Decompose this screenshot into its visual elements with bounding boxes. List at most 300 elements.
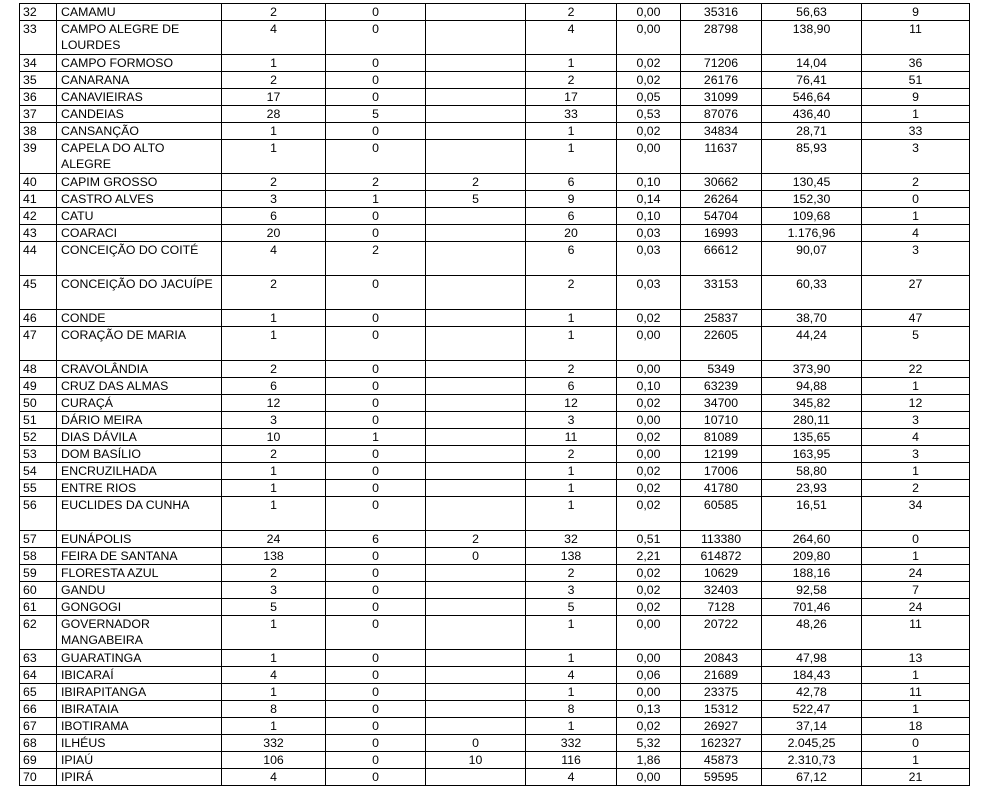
incidence: 701,46 xyxy=(762,599,862,616)
row-number: 58 xyxy=(20,548,57,565)
total-cases: 1 xyxy=(526,310,617,327)
table-row xyxy=(20,310,970,327)
table-row xyxy=(20,21,970,55)
row-number: 61 xyxy=(20,599,57,616)
row-number: 33 xyxy=(20,21,57,55)
rank: 0 xyxy=(862,531,970,548)
rate-percent: 5,32 xyxy=(617,735,681,752)
municipality-name: GONGOGI xyxy=(57,599,222,616)
value-col-5: 0 xyxy=(426,735,526,752)
value-col-4: 0 xyxy=(326,208,426,225)
row-number: 44 xyxy=(20,242,57,276)
rate-percent: 0,51 xyxy=(617,531,681,548)
rate-percent: 0,00 xyxy=(617,140,681,174)
municipality-name: CANARANA xyxy=(57,72,222,89)
rank: 1 xyxy=(862,378,970,395)
municipality-name: ENCRUZILHADA xyxy=(57,463,222,480)
total-cases: 17 xyxy=(526,89,617,106)
population: 10710 xyxy=(681,412,762,429)
rate-percent: 0,14 xyxy=(617,191,681,208)
total-cases: 8 xyxy=(526,701,617,718)
value-col-3: 12 xyxy=(222,395,326,412)
rate-percent: 0,02 xyxy=(617,480,681,497)
municipality-name: IBICARAÍ xyxy=(57,667,222,684)
incidence: 1.176,96 xyxy=(762,225,862,242)
next-row-cutoff xyxy=(19,800,969,804)
value-col-5: 0 xyxy=(426,548,526,565)
value-col-4: 0 xyxy=(326,361,426,378)
value-col-4: 0 xyxy=(326,140,426,174)
rank: 1 xyxy=(862,701,970,718)
incidence: 138,90 xyxy=(762,21,862,55)
value-col-3: 138 xyxy=(222,548,326,565)
row-number: 65 xyxy=(20,684,57,701)
municipality-name: IPIAÚ xyxy=(57,752,222,769)
value-col-5 xyxy=(426,123,526,140)
rank: 4 xyxy=(862,225,970,242)
value-col-5 xyxy=(426,684,526,701)
rank: 0 xyxy=(862,191,970,208)
population: 71206 xyxy=(681,55,762,72)
value-col-5 xyxy=(426,769,526,786)
rate-percent: 0,03 xyxy=(617,276,681,310)
row-number: 62 xyxy=(20,616,57,650)
incidence: 14,04 xyxy=(762,55,862,72)
incidence: 44,24 xyxy=(762,327,862,361)
incidence: 109,68 xyxy=(762,208,862,225)
total-cases: 33 xyxy=(526,106,617,123)
population: 87076 xyxy=(681,106,762,123)
incidence: 522,47 xyxy=(762,701,862,718)
population: 20843 xyxy=(681,650,762,667)
municipality-name: CRUZ DAS ALMAS xyxy=(57,378,222,395)
rank: 51 xyxy=(862,72,970,89)
row-number: 52 xyxy=(20,429,57,446)
incidence: 373,90 xyxy=(762,361,862,378)
municipality-name: CAMPO ALEGRE DE LOURDES xyxy=(57,21,222,55)
municipality-name: CRAVOLÂNDIA xyxy=(57,361,222,378)
total-cases: 332 xyxy=(526,735,617,752)
table-row xyxy=(20,769,970,786)
total-cases: 11 xyxy=(526,429,617,446)
population: 66612 xyxy=(681,242,762,276)
rate-percent: 0,02 xyxy=(617,429,681,446)
population: 35316 xyxy=(681,4,762,21)
incidence: 546,64 xyxy=(762,89,862,106)
value-col-5 xyxy=(426,242,526,276)
row-number: 55 xyxy=(20,480,57,497)
value-col-3: 1 xyxy=(222,55,326,72)
total-cases: 1 xyxy=(526,55,617,72)
value-col-3: 3 xyxy=(222,191,326,208)
municipality-name: DÁRIO MEIRA xyxy=(57,412,222,429)
rank: 24 xyxy=(862,599,970,616)
incidence: 42,78 xyxy=(762,684,862,701)
table-row xyxy=(20,72,970,89)
value-col-3: 3 xyxy=(222,582,326,599)
rank: 34 xyxy=(862,497,970,531)
value-col-4: 0 xyxy=(326,582,426,599)
municipality-name: ENTRE RIOS xyxy=(57,480,222,497)
row-number: 34 xyxy=(20,55,57,72)
population: 113380 xyxy=(681,531,762,548)
municipality-name: FEIRA DE SANTANA xyxy=(57,548,222,565)
incidence: 67,12 xyxy=(762,769,862,786)
value-col-3: 2 xyxy=(222,361,326,378)
value-col-5 xyxy=(426,208,526,225)
value-col-5 xyxy=(426,650,526,667)
row-number: 43 xyxy=(20,225,57,242)
total-cases: 1 xyxy=(526,616,617,650)
value-col-4: 0 xyxy=(326,225,426,242)
rank: 11 xyxy=(862,616,970,650)
value-col-5 xyxy=(426,701,526,718)
value-col-5 xyxy=(426,225,526,242)
table-row xyxy=(20,497,970,531)
municipality-name: CANDEIAS xyxy=(57,106,222,123)
rate-percent: 0,00 xyxy=(617,650,681,667)
population: 162327 xyxy=(681,735,762,752)
value-col-4: 0 xyxy=(326,650,426,667)
value-col-4: 0 xyxy=(326,565,426,582)
table-row xyxy=(20,378,970,395)
value-col-3: 2 xyxy=(222,276,326,310)
value-col-4: 0 xyxy=(326,667,426,684)
municipality-name: GOVERNADOR MANGABEIRA xyxy=(57,616,222,650)
population: 22605 xyxy=(681,327,762,361)
rank: 3 xyxy=(862,140,970,174)
total-cases: 20 xyxy=(526,225,617,242)
incidence: 38,70 xyxy=(762,310,862,327)
table-row xyxy=(20,463,970,480)
rank: 22 xyxy=(862,361,970,378)
table-row xyxy=(20,208,970,225)
municipality-name: DOM BASÍLIO xyxy=(57,446,222,463)
municipality-name: IBIRAPITANGA xyxy=(57,684,222,701)
value-col-5 xyxy=(426,412,526,429)
row-number: 38 xyxy=(20,123,57,140)
value-col-3: 28 xyxy=(222,106,326,123)
rank: 27 xyxy=(862,276,970,310)
value-col-3: 24 xyxy=(222,531,326,548)
rate-percent: 0,00 xyxy=(617,412,681,429)
municipality-name: EUNÁPOLIS xyxy=(57,531,222,548)
value-col-3: 17 xyxy=(222,89,326,106)
rank: 13 xyxy=(862,650,970,667)
row-number: 56 xyxy=(20,497,57,531)
rate-percent: 0,53 xyxy=(617,106,681,123)
table-row xyxy=(20,361,970,378)
incidence: 94,88 xyxy=(762,378,862,395)
total-cases: 3 xyxy=(526,582,617,599)
row-number: 69 xyxy=(20,752,57,769)
value-col-3: 3 xyxy=(222,412,326,429)
row-number: 54 xyxy=(20,463,57,480)
population: 28798 xyxy=(681,21,762,55)
total-cases: 1 xyxy=(526,327,617,361)
value-col-4: 0 xyxy=(326,4,426,21)
row-number: 32 xyxy=(20,4,57,21)
incidence: 56,63 xyxy=(762,4,862,21)
incidence: 280,11 xyxy=(762,412,862,429)
row-number: 42 xyxy=(20,208,57,225)
population: 34834 xyxy=(681,123,762,140)
table-row xyxy=(20,327,970,361)
municipality-name: GANDU xyxy=(57,582,222,599)
value-col-5: 2 xyxy=(426,174,526,191)
value-col-5: 10 xyxy=(426,752,526,769)
rank: 33 xyxy=(862,123,970,140)
value-col-5 xyxy=(426,446,526,463)
municipality-name: IBIRATAIA xyxy=(57,701,222,718)
incidence: 209,80 xyxy=(762,548,862,565)
row-number: 64 xyxy=(20,667,57,684)
table-row xyxy=(20,106,970,123)
rank: 9 xyxy=(862,89,970,106)
row-number: 66 xyxy=(20,701,57,718)
municipality-name: CAMAMU xyxy=(57,4,222,21)
incidence: 2.045,25 xyxy=(762,735,862,752)
total-cases: 1 xyxy=(526,463,617,480)
value-col-3: 1 xyxy=(222,718,326,735)
value-col-5 xyxy=(426,21,526,55)
value-col-4: 0 xyxy=(326,497,426,531)
incidence: 48,26 xyxy=(762,616,862,650)
row-number: 47 xyxy=(20,327,57,361)
value-col-4: 0 xyxy=(326,463,426,480)
municipality-name: COARACI xyxy=(57,225,222,242)
total-cases: 2 xyxy=(526,276,617,310)
population: 32403 xyxy=(681,582,762,599)
total-cases: 4 xyxy=(526,667,617,684)
rate-percent: 0,02 xyxy=(617,395,681,412)
row-number: 41 xyxy=(20,191,57,208)
value-col-3: 1 xyxy=(222,463,326,480)
value-col-4: 0 xyxy=(326,599,426,616)
table-row xyxy=(20,531,970,548)
total-cases: 4 xyxy=(526,21,617,55)
population: 5349 xyxy=(681,361,762,378)
value-col-5 xyxy=(426,463,526,480)
value-col-4: 0 xyxy=(326,276,426,310)
total-cases: 12 xyxy=(526,395,617,412)
total-cases: 1 xyxy=(526,123,617,140)
rank: 1 xyxy=(862,752,970,769)
rate-percent: 0,02 xyxy=(617,718,681,735)
row-number: 50 xyxy=(20,395,57,412)
value-col-3: 10 xyxy=(222,429,326,446)
value-col-5 xyxy=(426,310,526,327)
rate-percent: 0,00 xyxy=(617,21,681,55)
rate-percent: 0,00 xyxy=(617,446,681,463)
rank: 2 xyxy=(862,480,970,497)
rank: 18 xyxy=(862,718,970,735)
table-row xyxy=(20,548,970,565)
value-col-4: 0 xyxy=(326,735,426,752)
population: 81089 xyxy=(681,429,762,446)
rate-percent: 0,00 xyxy=(617,361,681,378)
table-row xyxy=(20,89,970,106)
rate-percent: 0,10 xyxy=(617,378,681,395)
incidence: 28,71 xyxy=(762,123,862,140)
table-row xyxy=(20,225,970,242)
total-cases: 32 xyxy=(526,531,617,548)
value-col-3: 1 xyxy=(222,616,326,650)
row-number: 53 xyxy=(20,446,57,463)
population: 7128 xyxy=(681,599,762,616)
rank: 1 xyxy=(862,548,970,565)
total-cases: 2 xyxy=(526,72,617,89)
rate-percent: 0,02 xyxy=(617,310,681,327)
table-row xyxy=(20,395,970,412)
total-cases: 1 xyxy=(526,684,617,701)
value-col-3: 2 xyxy=(222,446,326,463)
rank: 12 xyxy=(862,395,970,412)
value-col-4: 0 xyxy=(326,21,426,55)
value-col-4: 0 xyxy=(326,769,426,786)
value-col-3: 1 xyxy=(222,497,326,531)
value-col-3: 1 xyxy=(222,684,326,701)
table-row xyxy=(20,55,970,72)
rank: 4 xyxy=(862,429,970,446)
value-col-5 xyxy=(426,667,526,684)
value-col-5 xyxy=(426,89,526,106)
row-number: 68 xyxy=(20,735,57,752)
municipality-name: CURAÇÁ xyxy=(57,395,222,412)
value-col-3: 4 xyxy=(222,667,326,684)
value-col-5 xyxy=(426,429,526,446)
value-col-4: 0 xyxy=(326,72,426,89)
value-col-4: 0 xyxy=(326,752,426,769)
value-col-5 xyxy=(426,599,526,616)
value-col-5 xyxy=(426,616,526,650)
table-row xyxy=(20,667,970,684)
value-col-3: 2 xyxy=(222,4,326,21)
incidence: 2.310,73 xyxy=(762,752,862,769)
rate-percent: 0,10 xyxy=(617,208,681,225)
population: 60585 xyxy=(681,497,762,531)
value-col-3: 1 xyxy=(222,327,326,361)
table-row xyxy=(20,140,970,174)
value-col-4: 0 xyxy=(326,480,426,497)
rate-percent: 0,02 xyxy=(617,582,681,599)
municipality-name: CAPELA DO ALTO ALEGRE xyxy=(57,140,222,174)
incidence: 76,41 xyxy=(762,72,862,89)
value-col-4: 0 xyxy=(326,395,426,412)
table-row xyxy=(20,412,970,429)
value-col-5 xyxy=(426,565,526,582)
incidence: 130,45 xyxy=(762,174,862,191)
total-cases: 3 xyxy=(526,412,617,429)
value-col-4: 1 xyxy=(326,191,426,208)
value-col-5 xyxy=(426,106,526,123)
total-cases: 1 xyxy=(526,718,617,735)
table-row xyxy=(20,735,970,752)
population: 59595 xyxy=(681,769,762,786)
value-col-4: 0 xyxy=(326,378,426,395)
value-col-4: 0 xyxy=(326,548,426,565)
incidence: 152,30 xyxy=(762,191,862,208)
population: 26264 xyxy=(681,191,762,208)
table-row xyxy=(20,599,970,616)
incidence: 37,14 xyxy=(762,718,862,735)
value-col-4: 0 xyxy=(326,446,426,463)
rate-percent: 0,00 xyxy=(617,327,681,361)
rate-percent: 0,00 xyxy=(617,769,681,786)
value-col-3: 1 xyxy=(222,310,326,327)
value-col-3: 5 xyxy=(222,599,326,616)
total-cases: 2 xyxy=(526,4,617,21)
row-number: 37 xyxy=(20,106,57,123)
population: 11637 xyxy=(681,140,762,174)
row-number: 39 xyxy=(20,140,57,174)
value-col-3: 8 xyxy=(222,701,326,718)
value-col-3: 4 xyxy=(222,769,326,786)
municipality-name: FLORESTA AZUL xyxy=(57,565,222,582)
rate-percent: 0,03 xyxy=(617,225,681,242)
total-cases: 2 xyxy=(526,361,617,378)
value-col-4: 2 xyxy=(326,174,426,191)
value-col-3: 4 xyxy=(222,242,326,276)
population: 614872 xyxy=(681,548,762,565)
value-col-5 xyxy=(426,480,526,497)
population: 31099 xyxy=(681,89,762,106)
population: 26927 xyxy=(681,718,762,735)
rate-percent: 0,02 xyxy=(617,123,681,140)
rate-percent: 0,00 xyxy=(617,4,681,21)
value-col-3: 6 xyxy=(222,208,326,225)
rank: 11 xyxy=(862,684,970,701)
value-col-3: 1 xyxy=(222,480,326,497)
rank: 21 xyxy=(862,769,970,786)
incidence: 90,07 xyxy=(762,242,862,276)
table-row xyxy=(20,650,970,667)
total-cases: 2 xyxy=(526,565,617,582)
population: 45873 xyxy=(681,752,762,769)
value-col-3: 1 xyxy=(222,123,326,140)
total-cases: 1 xyxy=(526,497,617,531)
total-cases: 9 xyxy=(526,191,617,208)
municipality-data-table xyxy=(19,3,970,786)
total-cases: 1 xyxy=(526,480,617,497)
table-body xyxy=(20,4,970,786)
row-number: 35 xyxy=(20,72,57,89)
row-number: 51 xyxy=(20,412,57,429)
rank: 3 xyxy=(862,446,970,463)
population: 34700 xyxy=(681,395,762,412)
value-col-5 xyxy=(426,55,526,72)
municipality-name: CAPIM GROSSO xyxy=(57,174,222,191)
table-row xyxy=(20,429,970,446)
table-row xyxy=(20,565,970,582)
incidence: 23,93 xyxy=(762,480,862,497)
rate-percent: 0,02 xyxy=(617,497,681,531)
row-number: 46 xyxy=(20,310,57,327)
total-cases: 6 xyxy=(526,208,617,225)
table-row xyxy=(20,174,970,191)
rate-percent: 0,02 xyxy=(617,72,681,89)
municipality-name: GUARATINGA xyxy=(57,650,222,667)
value-col-4: 2 xyxy=(326,242,426,276)
row-number: 60 xyxy=(20,582,57,599)
value-col-4: 0 xyxy=(326,718,426,735)
table-row xyxy=(20,582,970,599)
value-col-5: 5 xyxy=(426,191,526,208)
table-row xyxy=(20,191,970,208)
table-row xyxy=(20,242,970,276)
rate-percent: 0,00 xyxy=(617,684,681,701)
row-number: 40 xyxy=(20,174,57,191)
